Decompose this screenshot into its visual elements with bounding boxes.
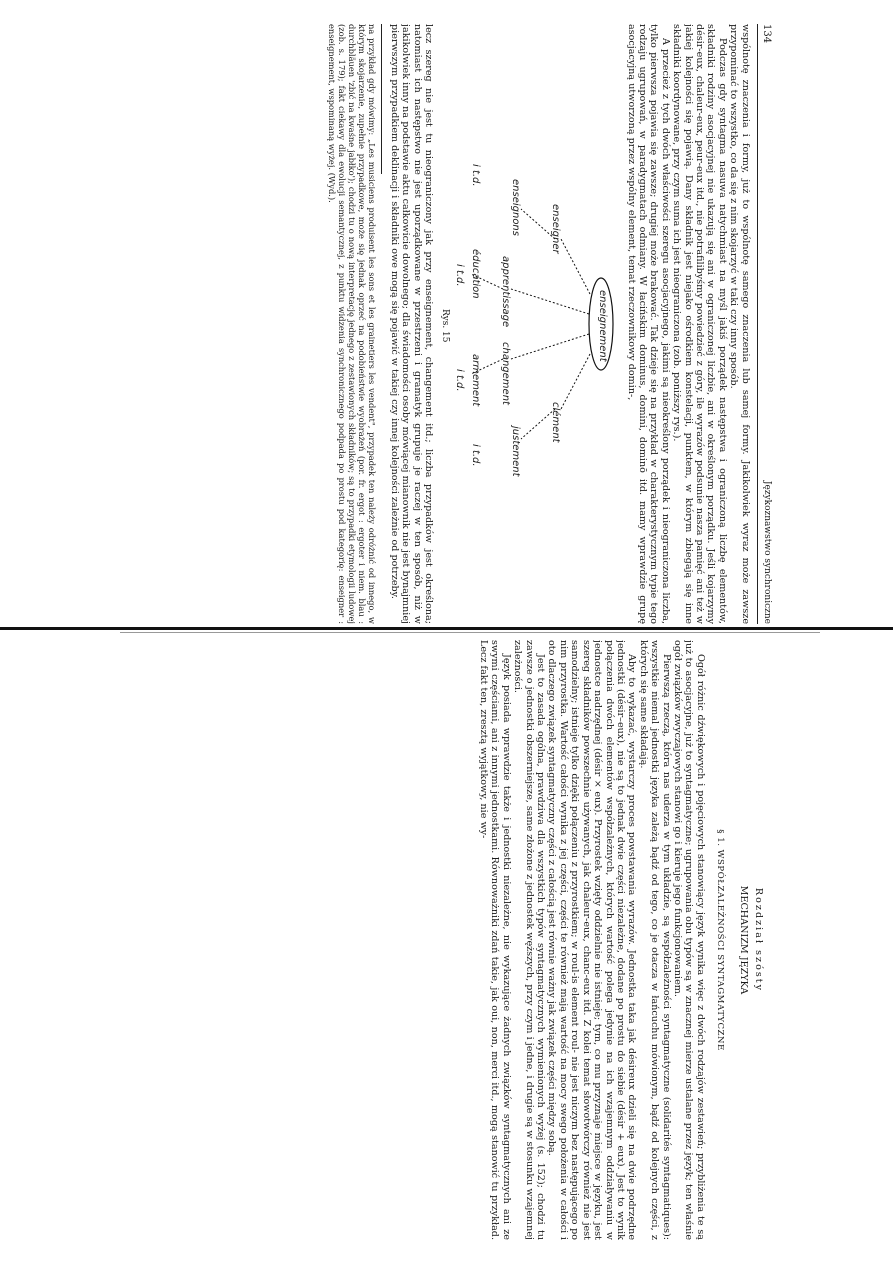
diagram-lines	[436, 24, 621, 624]
chapter-title: MECHANIZM JĘZYKA	[737, 885, 749, 995]
branch-line	[561, 354, 590, 409]
diagram-center-label: enseignement	[597, 290, 609, 362]
paragraph: Pierwszą rzeczą, która nas uderza w tym układzie, są współzależności syntagmatyczne (solidarités syntagmatiques): wszystkie niemal jednostki języka zależą bądź od tego, co je otacza w łańcuchu mówionym, bądź od kolejnych części, z których się same składają.	[637, 640, 672, 1240]
page-separator	[0, 627, 893, 630]
running-title: Językoznawstwo synchroniczne	[762, 480, 772, 624]
paragraph: wspólnotę znaczenia i formy, już to wspólnotę samego znaczenia lub samej formy. Jakikolwiek wyraz może zawsze przypominać to wszystko, co da się z nim skojarzyć w taki czy inny sposób.	[728, 24, 751, 624]
paragraph: Aby to wykazać, wystarczy proces powstawania wyrazów. Jednostka taka jak désireux dzieli się na dwie podrzędne jednostki (désir–eux), nie są to jednak dwie części niezależne, dodane po prostu do siebie (désir + eux). Jest to wynik połączenia dwóch elementów współzależnych, których wartość polega jedynie na ich wzajemnym oddziaływaniu w jednostce nadrzędnej (désir × eux). Przyrostek wzięty oddzielnie nie istnieje; tym, co mu przyznaje miejsce w języku, jest szereg składników powszechnie używanych, jak chaleur-eux, chanc-eux itd. Z kolei temat słowotwórczy również nie jest samodzielny; istnieje tylko dzięki połączeniu z przyrostkiem; w roul-is element roul- nie jest niczym bez następującego po nim przyrostka. Wartość całości wynika z jej części, części te również mają wartość na mocy swego położenia w całości i oto dlaczego związek syntagmatyczny części z całością jest równie ważny jak związek części między sobą.	[546, 640, 638, 1240]
footnote-rule	[382, 24, 383, 174]
association-diagram	[436, 24, 621, 624]
page-number: 134	[761, 24, 772, 44]
diagram-branch-item: enseignons	[510, 179, 522, 236]
paragraph: A przecież z tych dwóch właściwości szeregu asocjacyjnego, jakimi są nieokreślony porządek i nieograniczona liczba, tylko pierwsza pojawia się zawsze; drugiej może brakować. Tak dzieje się na przykład w charakterystycznym typie tego rodzaju ugrupowań, w paradygmatach odmiany. W łacińskim dominus, domini, dominō itd. mamy wprawdzie grupę asocjacyjną utworzoną przez wspólny element, temat rzeczownikowy domin-,	[625, 24, 671, 624]
page-separator-shadow	[120, 632, 820, 633]
bottom-page-frame	[150, 640, 770, 1240]
figure-caption: Rys. 15	[440, 309, 451, 343]
diagram-branch-head: clément	[550, 402, 562, 443]
diagram-branch-head: enseigner	[550, 204, 562, 254]
footnote: na przykład gdy mówimy: „Les musiciens produisent les sons et les grainetiers les vendent", przypadek ten należy odróżnić od innego, w którym skojarzenie, zupełnie przypadkowe, może się jednak oprzeć na podobieństwie wyobrażeń (por. fr. ergot : ergoter i niem. blau : durchbläuen 'zbić na kwaśne jabłko'); chodzi tu o nową interpretację jednego z zestawionych składników; są to przypadki etymologii ludowej (zob. s. 179); fakt ciekawy dla ewolucji semantycznej, z punktu widzenia synchronicznego podpada po prostu pod kategorię: enseigner : enseignement, wspominaną wyżej. (Wyd.).	[327, 24, 378, 624]
diagram-branch-item: i t.d.	[470, 164, 482, 187]
diagram-branch-item: i t.d.	[454, 264, 466, 287]
top-page	[132, 24, 772, 624]
header-rule	[757, 24, 758, 624]
diagram-branch-item: i t.d.	[454, 369, 466, 392]
top-page-frame	[132, 24, 772, 624]
diagram-branch-item: éducation	[470, 249, 482, 299]
diagram-branch-head: apprentissage	[500, 256, 512, 328]
diagram-branch-item: i t.d.	[470, 444, 482, 467]
section-title: § 1. WSPÓŁZALEŻNOŚCI SYNTAGMATYCZNE	[715, 829, 726, 1051]
page-header	[761, 24, 772, 624]
branch-line	[511, 289, 589, 314]
paragraph: Ogół różnic dźwiękowych i pojęciowych stanowiący język wynika więc z dwóch rodzajów zestawień; przybliżenia te są już to asocjacyjne, już to syntagmatyczne; ugrupowania obu typów są w znacznej mierze ustalane przez język; ten właśnie ogół związków zwyczajowych stanowi go i kieruje jego funkcjonowaniem.	[671, 640, 706, 1240]
paragraph: Podczas gdy syntagma nasuwa natychmiast na myśl jakiś porządek następstwa i ograniczoną liczbę elementów, składniki rodziny asocjacyjnej nie ukazują się ani w ograniczonej liczbie, ani w określonym porządku. Jeśli kojarzymy désir-eux, chaleur-eux, peur-eux itd., nie potrafilibyśmy powiedzieć z góry, ile wyrazów podsunie nasza pamięć ani też w jakiej kolejności się pojawią. Dany składnik jest niejako ośrodkiem konstelacji, punktem, w którym zbiegają się inne składniki koordynowane, przy czym suma ich jest nieograniczona (zob. poniższy rys.).	[671, 24, 728, 624]
diagram-branch-item: justement	[510, 426, 522, 477]
chapter-label: Rozdział szósty	[753, 887, 764, 993]
branch-line	[511, 334, 589, 359]
diagram-branch-head: changement	[500, 342, 512, 405]
diagram-branch-item: armement	[470, 354, 482, 407]
paragraph: Jest to zasada ogólna, prawdziwa dla wszystkich typów syntagmatycznych wymienionych wyżej (s. 152); chodzi tu zawsze o jednostki obszerniejsze, same złożone z jednostek węższych, przy czym i jedne, i drugie są w stosunku wzajemnej zależności.	[512, 640, 547, 1240]
branch-line	[561, 239, 590, 294]
bottom-page	[150, 640, 770, 1240]
paragraph: Język posiada wprawdzie także i jednostki niezależne, nie wykazujące żadnych związków syntagmatycznych ani ze swymi częściami, ani z innymi jednostkami. Równoważniki zdań takie, jak oui, non, merci itd., mogą stanowić tu przykład. Lecz fakt ten, zresztą wyjątkowy, nie wy-	[478, 640, 512, 1240]
paragraph: lecz szereg nie jest tu nieograniczony jak przy enseignement, changement itd.; liczba przypadków jest określona; natomiast ich następstwo nie jest uporządkowane w przestrzeni i gramatyk grupuje je raczej w ten sposób, niż w jakikolwiek inny na podstawie aktu całkowicie dowolnego; dla świadomości osoby mówiącej mianownik nie jest bynajmniej pierwszym przypadkiem deklinacji i składniki owe mogą się pojawić w takiej czy innej kolejności zależnie od potrzeby.	[388, 24, 435, 624]
